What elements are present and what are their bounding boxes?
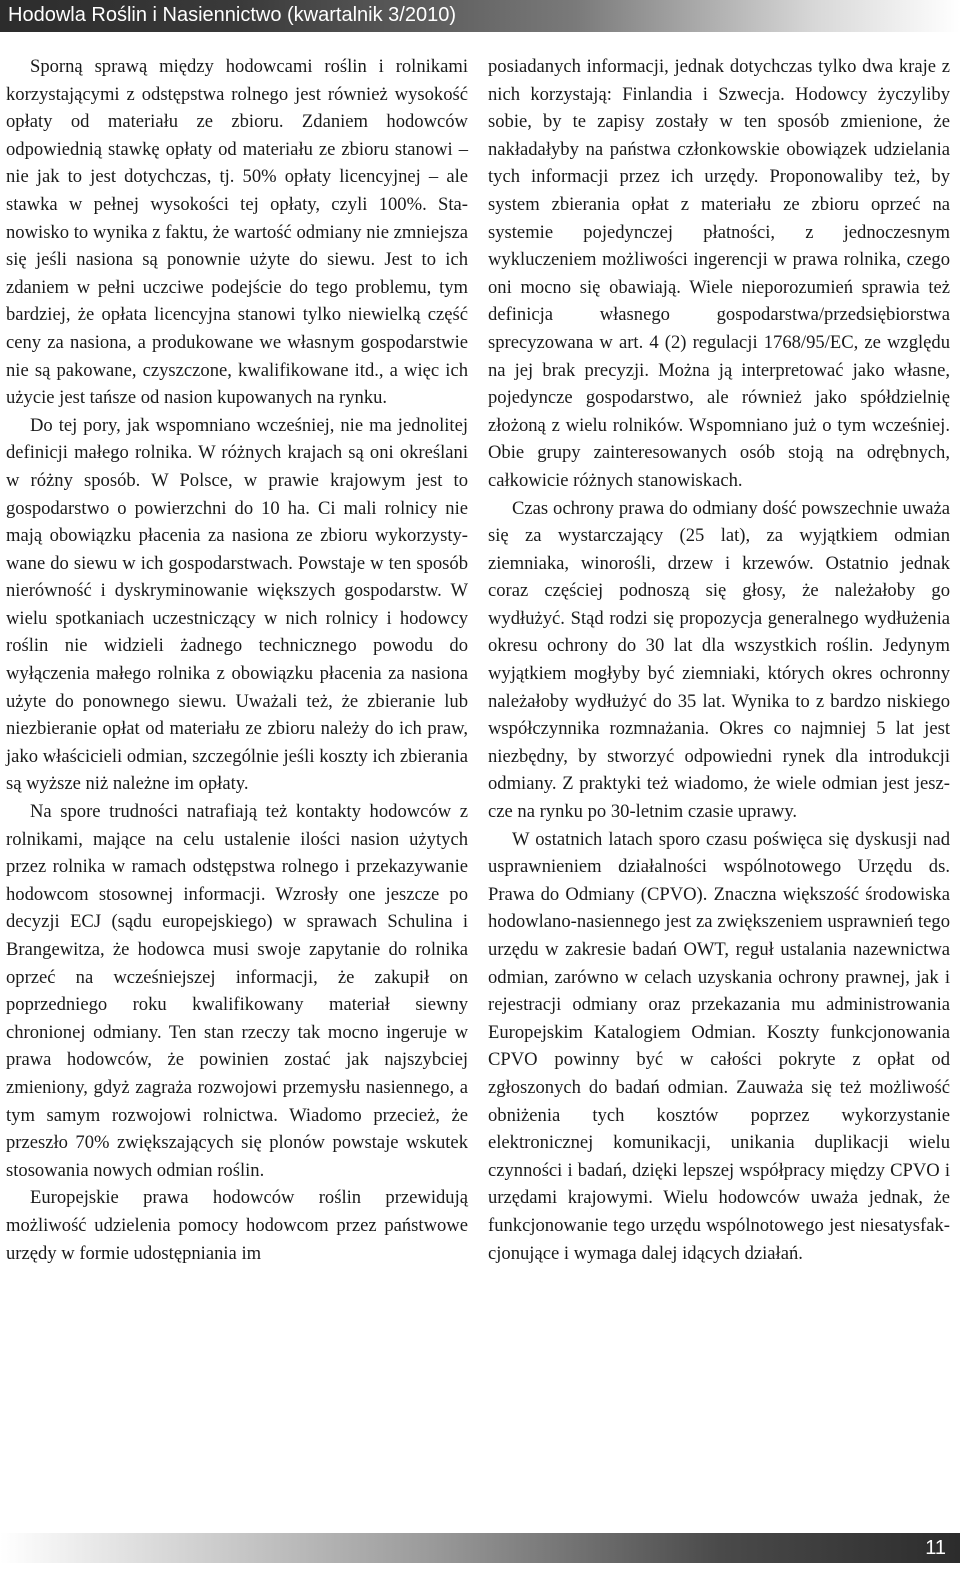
paragraph: Sporną sprawą między hodowcami roślin i rolnikami korzystającymi z odstępstwa rolnego jest również wysokość opłaty od materiału ze zbioru. Zdaniem hodowców odpowiednią stawkę opłaty od materiału ze zbioru stanowi – nie jak to jest dotychczas, tj. 50% opłaty licencyjnej – ale stawka w pełnej wysokości tej opłaty, czyli 100%. Stanowisko to wynika z faktu, że wartość odmiany nie zmniejsza się jeśli nasiona są ponownie użyte do siewu. Jest to ich zdaniem w pełni uczciwe podejście do tego problemu, tym bardziej, że opłata licencyjna stanowi tylko niewielką część ceny za nasiona, a produkowane we własnym gospodarstwie nie są pakowane, czyszczone, kwalifikowane itd., a więc ich użycie jest tańsze od nasion kupowanych na rynku.: [6, 56, 468, 409]
paragraph: Do tej pory, jak wspomniano wcześniej, nie ma jednolitej definicji małego rolnika. W różnych krajach są oni określani w różny sposób. W Polsce, w prawie krajowym jest to gospodarstwo o powierzchni do 10 ha. Ci mali rolnicy nie mają obowiązku płacenia za nasiona ze zbioru wykorzystywane do siewu w ich gospodarstwach. Powstaje w ten sposób nierówność i dyskryminowanie większych gospodarstw. W wielu spotkaniach uczestniczący w nich rolnicy i hodowcy roślin nie widzieli żadnego technicznego powodu do wyłączenia małego rolnika z obowiązku płacenia za nasiona użyte do ponownego siewu. Uważali też, że zbieranie lub niezbieranie opłat od materiału ze zbioru należy do ich praw, jako właścicieli odmian, szczególnie jeśli koszty ich zbierania są wyższe niż należne im opłaty.: [6, 414, 468, 795]
footer-bar: [0, 1533, 960, 1563]
paragraph: W ostatnich latach sporo czasu poświęca się dyskusji nad usprawnieniem działalności wspólnotowego Urzędu ds. Prawa do Odmiany (CPVO). Znaczna większość środowiska hodowlano-nasiennego jest za zwiększeniem usprawnień tego urzędu w zakresie badań OWT, reguł ustalania nazewnictwa odmian, zarówno w celach uzyskania ochrony prawnej, jak i rejestracji odmiany oraz przekazania mu administrowania Europejskim Katalogiem Odmian. Koszty funkcjonowania CPVO powinny być w całości pokryte z opłat od zgłoszonych do badań odmian. Zauważa się też możliwość obniżenia tych kosztów poprzez wykorzystanie elektronicznej komunikacji, unikania duplikacji wielu czynności i badań, dzięki lepszej współpracy między CPVO i urzędami krajowymi. Wielu hodowców uważa jednak, że funkcjonowanie tego urzędu wspólnotowego jest niesatysfakcjonujące i wymaga dalej idących działań.: [488, 828, 950, 1264]
paragraph: Na spore trudności natrafiają też kontakty hodowców z rolnikami, mające na celu ustalenie ilości nasion użytych przez rolnika w ramach odstępstwa rolnego i przekazywanie hodowcom stosownej informacji. Wzrosły one jeszcze po decyzji ECJ (sądu europejskiego) w sprawach Schulina i Brangewitza, że hodowca musi swoje zapytanie do rolnika oprzeć na wcześniejszej informacji, że zakupił on poprzedniego roku kwalifikowany materiał siewny chronionej odmiany. Ten stan rzeczy tak mocno ingeruje w prawa hodowców, że powinien zostać jak najszybciej zmieniony, gdyż zagraża rozwojowi przemysłu nasiennego, a tym samym rozwojowi rolnictwa. Wiadomo przecież, że przeszło 70% zwiększających się plonów powstaje wskutek stosowania nowych odmian roślin.: [6, 801, 468, 1181]
right-column: [488, 53, 950, 1267]
paragraph: Czas ochrony prawa do odmiany dość powszechnie uważa się za wystarczający (25 lat), za wyjątkiem odmian ziemniaka, winorośli, drzew i krzewów. Ostatnio jednak coraz częściej podnoszą się głosy, że należałoby go wydłużyć. Stąd rodzi się propozycja generalnego wydłużenia okresu ochrony do 30 lat dla wszystkich roślin. Jedynym wyjątkiem mogłyby być ziemniaki, których okres ochronny należałoby wydłużyć do 35 lat. Wynika to z bardzo niskiego współczynnika rozmnażania. Okres co najmniej 5 lat jest niezbędny, by stworzyć odpowiedni rynek dla introdukcji odmiany. Z praktyki też wiadomo, że wiele odmian jest jeszcze na rynku po 30-letnim czasie uprawy.: [488, 497, 950, 823]
header-bar: [0, 0, 960, 32]
paragraph: Europejskie prawa hodowców roślin przewidują możliwość udzielenia pomocy hodowcom przez państwowe urzędy w formie udostępniania im: [6, 1187, 468, 1264]
left-column: [6, 53, 468, 1267]
page-number: 11: [925, 1537, 946, 1559]
paragraph-continued: posiadanych informacji, jednak dotychczas tylko dwa kraje z nich korzystają: Finlandia i Szwecja. Hodowcy życzyliby sobie, by te zapisy zostały w ten sposób zmienione, że nakładałyby na państwa członkowskie obowiązek udzielania tych informacji przez ich urzędy. Proponowaliby też, by system zbierania opłat z materiału ze zbioru oprzeć na systemie pojedynczej płatności, z jednoczesnym wykluczeniem możliwości ingerencji w prawa rolnika, czego oni mocno się obawiają. Wiele nieporozumień sprawia też definicja własnego gospodarstwa/przedsiębiorstwa sprecyzowana w art. 4 (2) regulacji 1768/95/EC, ze względu na jej brak precyzji. Można ją interpretować jako własne, pojedyncze gospodarstwo, ale również jako spółdzielnię złożoną z wielu rolników. Wspomniano już o tym wcześniej. Obie grupy zainteresowanych osób stoją na odrębnych, całkowicie różnych stanowiskach.: [488, 56, 950, 491]
journal-title: Hodowla Roślin i Nasiennictwo (kwartalnik 3/2010): [8, 4, 456, 26]
